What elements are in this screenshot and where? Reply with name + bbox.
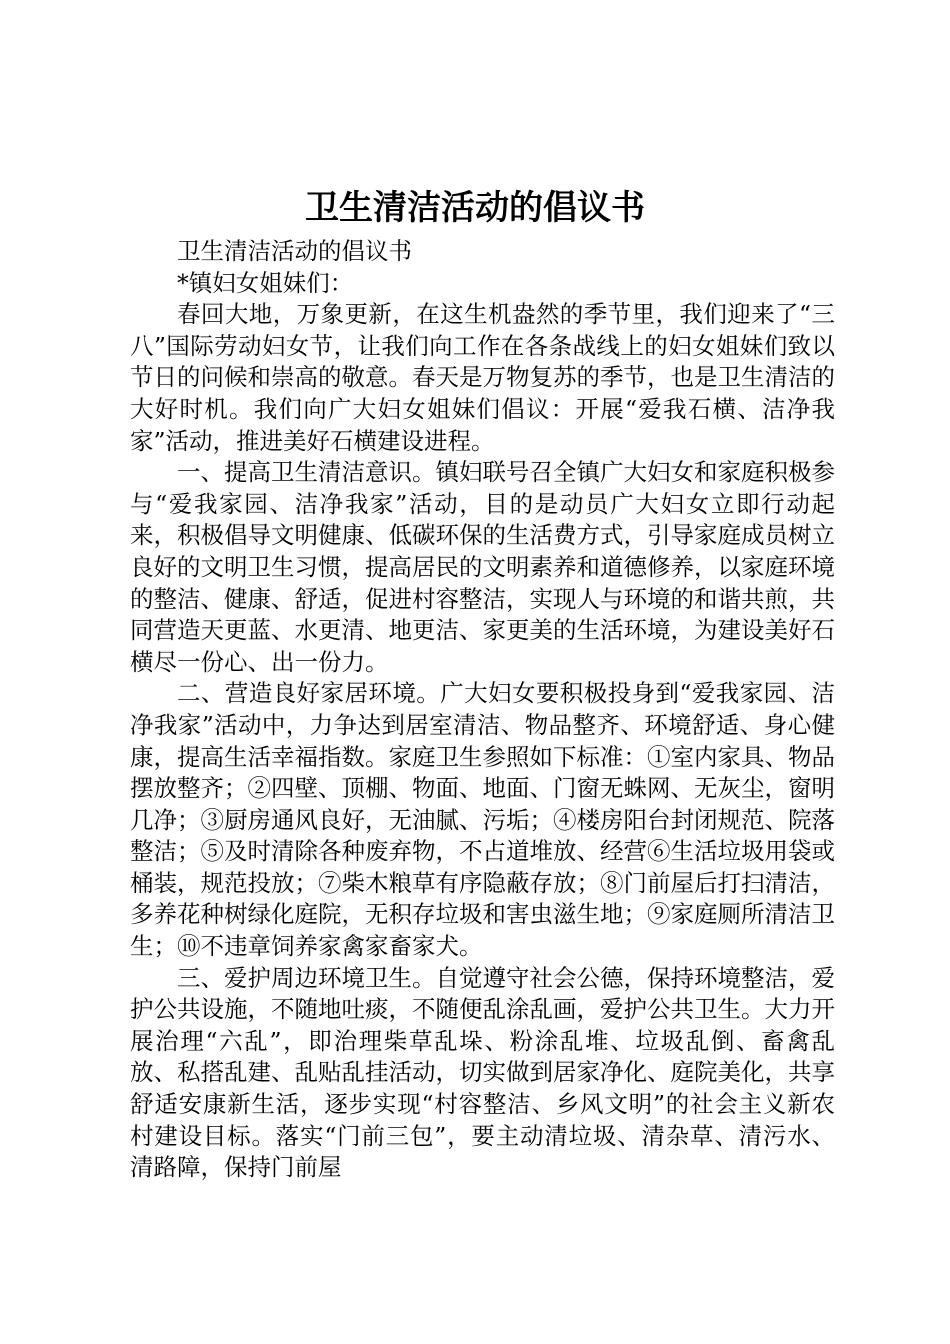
paragraph-section-1: 一、提高卫生清洁意识。镇妇联号召全镇广大妇女和家庭积极参与“爱我家园、洁净我家”活动，目的是动员广大妇女立即行动起来，积极倡导文明健康、低碳环保的生活费方式，引导家庭成员树立良好的文明卫生习惯，提高居民的文明素养和道德修养，以家庭环境的整洁、健康、舒适，促进村容整洁，实现人与环境的和谐共煎，共同营造天更蓝、水更清、地更洁、家更美的生活环境，为建设美好石横尽一份心、出一份力。 xyxy=(130,458,835,676)
document-body xyxy=(130,236,835,1184)
paragraph-section-2: 二、营造良好家居环境。广大妇女要积极投身到“爱我家园、洁净我家”活动中，力争达到居室清洁、物品整齐、环境舒适、身心健康，提高生活幸福指数。家庭卫生参照如下标准：①室内家具、物品摆放整齐；②四壁、顶棚、物面、地面、门窗无蛛网、无灰尘，窗明几净；③厨房通风良好，无油腻、污垢；④楼房阳台封闭规范、院落整洁；⑤及时清除各种废弃物，不占道堆放、经营⑥生活垃圾用袋或桶装，规范投放；⑦柴木粮草有序隐蔽存放；⑧门前屋后打扫清洁，多养花种树绿化庭院，无积存垃圾和害虫滋生地；⑨家庭厕所清洁卫生；⑩不违章饲养家禽家畜家犬。 xyxy=(130,679,835,961)
paragraph-salutation: *镇妇女姐妹们： xyxy=(177,268,354,297)
paragraph-section-3: 三、爱护周边环境卫生。自觉遵守社会公德，保持环境整洁，爱护公共设施，不随地吐痰，不随便乱涂乱画，爱护公共卫生。大力开展治理“六乱”，即治理柴草乱垛、粉涂乱堆、垃圾乱倒、畜禽乱放、私搭乱建、乱贴乱挂活动，切实做到居家净化、庭院美化，共享舒适安康新生活，逐步实现“村容整洁、乡风文明”的社会主义新农村建设目标。落实“门前三包”，要主动清垃圾、清杂草、清污水、清路障，保持门前屋 xyxy=(130,963,835,1182)
paragraph-intro: 春回大地，万象更新，在这生机盎然的季节里，我们迎来了“三八”国际劳动妇女节，让我们向工作在各条战线上的妇女姐妹们致以节日的问候和崇高的敬意。春天是万物复苏的季节，也是卫生清洁的大好时机。我们向广大妇女姐妹们倡议：开展“爱我石横、洁净我家”活动，推进美好石横建设进程。 xyxy=(130,300,835,455)
document-title: 卫生清洁活动的倡议书 xyxy=(305,188,645,228)
paragraph-subtitle: 卫生清洁活动的倡议书 xyxy=(177,237,412,265)
